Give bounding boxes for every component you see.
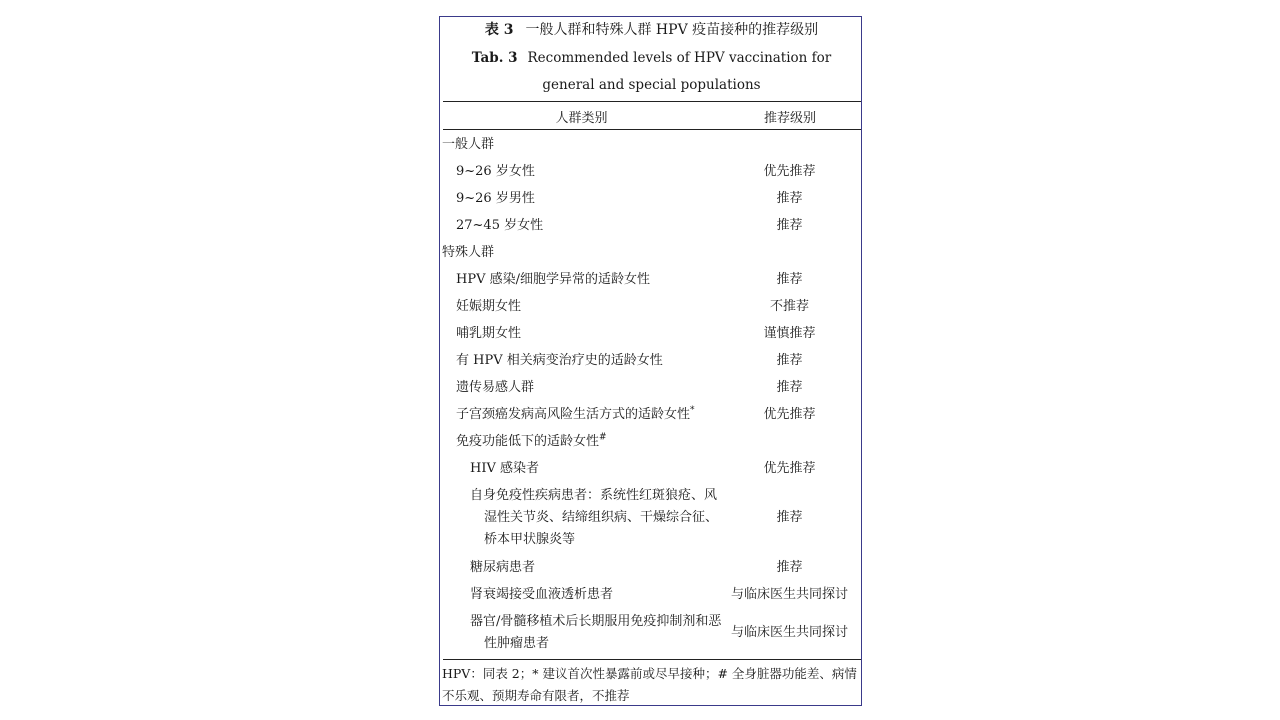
- table-row: [440, 266, 863, 293]
- row-category: 9~26 岁男性: [456, 190, 535, 206]
- row-category: 自身免疫性疾病患者：系统性红斑狼疮、风湿性关节炎、结缔组织病、干燥综合征、桥本甲状腺炎等: [470, 488, 719, 547]
- row-level: 与临床医生共同探讨: [730, 625, 848, 640]
- table-title-cn-text: 一般人群和特殊人群 HPV 疫苗接种的推荐级别: [525, 22, 819, 38]
- table-title-en: [460, 45, 843, 99]
- table-row: [440, 158, 863, 185]
- row-level: 推荐: [776, 271, 803, 287]
- row-category: 有 HPV 相关病变治疗史的适龄女性: [456, 352, 663, 368]
- row-category: 妊娠期女性: [456, 298, 522, 314]
- footnote-mark-hash: #: [599, 432, 607, 443]
- table-row: [440, 401, 863, 428]
- top-rule: [443, 101, 861, 102]
- row-category: 特殊人群: [442, 244, 495, 260]
- row-category: HIV 感染者: [470, 460, 539, 476]
- table-row: [440, 293, 863, 320]
- table-number-cn: 表 3: [484, 22, 514, 38]
- row-level: 推荐: [776, 352, 803, 368]
- table-number-en: Tab. 3: [471, 50, 518, 66]
- row-category: 27~45 岁女性: [456, 217, 544, 233]
- row-level: 推荐: [776, 190, 803, 206]
- row-level: 优先推荐: [763, 163, 816, 179]
- row-category: HPV 感染/细胞学异常的适龄女性: [456, 271, 650, 287]
- row-category: 哺乳期女性: [456, 325, 522, 341]
- table-row: [440, 608, 863, 658]
- table-row: [440, 581, 863, 608]
- footnote-mark-star: *: [690, 405, 695, 416]
- row-level: 优先推荐: [763, 406, 816, 422]
- row-level: 谨慎推荐: [763, 325, 816, 341]
- table-title-en-text: Recommended levels of HPV vaccination for general and special populations: [527, 50, 832, 93]
- row-level: 推荐: [776, 379, 803, 395]
- bottom-rule: [443, 659, 861, 660]
- row-level: 推荐: [776, 510, 803, 525]
- table-row: [440, 212, 863, 239]
- header-level: 推荐级别: [763, 111, 816, 126]
- table-row: [440, 320, 863, 347]
- table-frame: [439, 16, 862, 706]
- row-category: 免疫功能低下的适龄女性: [456, 433, 600, 449]
- row-level: 推荐: [776, 559, 803, 575]
- table-row: [440, 347, 863, 374]
- table-body: [440, 131, 863, 658]
- row-category: 肾衰竭接受血液透析患者: [470, 586, 614, 602]
- row-level: 优先推荐: [763, 460, 816, 476]
- table-footnote: HPV：同表 2；* 建议首次性暴露前或尽早接种；# 全身脏器功能差、病情不乐观、预期寿命有限者，不推荐: [442, 666, 857, 703]
- table-row: [440, 428, 863, 455]
- row-category: 器官/骨髓移植术后长期服用免疫抑制剂和恶性肿瘤患者: [470, 614, 722, 651]
- table-row: [440, 239, 863, 266]
- row-category: 子宫颈癌发病高风险生活方式的适龄女性: [456, 406, 691, 422]
- row-category: 遗传易感人群: [456, 379, 535, 395]
- table-row: [440, 554, 863, 581]
- table-row: [440, 131, 863, 158]
- header-category: 人群类别: [555, 111, 608, 126]
- row-category: 9~26 岁女性: [456, 163, 535, 179]
- table-row: [440, 185, 863, 212]
- row-category: 糖尿病患者: [470, 559, 536, 575]
- row-level: 与临床医生共同探讨: [730, 586, 848, 602]
- table-row: [440, 455, 863, 482]
- table-row: [440, 482, 863, 554]
- header-rule: [443, 129, 861, 130]
- table-title-cn: [440, 19, 863, 41]
- row-level: 推荐: [776, 217, 803, 233]
- row-level: 不推荐: [769, 298, 809, 314]
- row-category-wrap: [440, 404, 727, 426]
- row-category-wrap: [440, 431, 727, 453]
- table-row: [440, 374, 863, 401]
- row-category: 一般人群: [442, 136, 495, 152]
